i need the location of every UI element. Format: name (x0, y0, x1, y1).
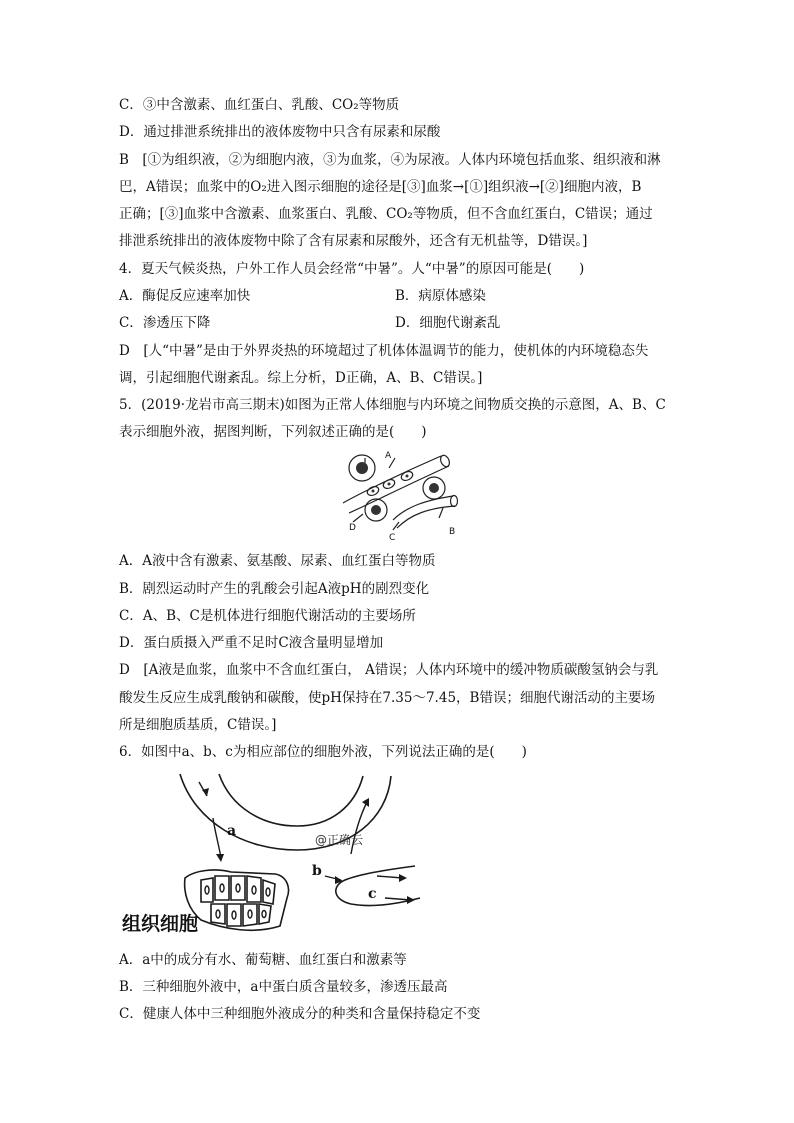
q5-option-a: A．A液中含有激素、氨基酸、尿素、血红蛋白等物质 (119, 553, 436, 569)
q6-option-b: B．三种细胞外液中，a中蛋白质含量较多，渗透压最高 (119, 979, 448, 995)
q3-answer-line-1: B [①为组织液，②为细胞内液，③为血浆，④为尿液。人体内环境包括血浆、组织液和淋 (119, 152, 661, 168)
q4-answer-line-2: 调，引起细胞代谢紊乱。综上分析，D正确，A、B、C错误。] (119, 370, 483, 386)
q3-option-c: C．③中含激素、血红蛋白、乳酸、CO₂等物质 (119, 97, 400, 113)
q6-stem: 6．如图中a、b、c为相应部位的细胞外液，下列说法正确的是( ) (119, 744, 527, 760)
q5-option-d: D．蛋白质摄入严重不足时C液含量明显增加 (119, 635, 384, 651)
q4-answer-line-1: D [人“中暑”是由于外界炎热的环境超过了机体体温调节的能力，使机体的内环境稳态失 (119, 343, 649, 359)
q3-answer-line-2: 巴，A错误；血浆中的O₂进入图示细胞的途径是[③]血浆→[①]组织液→[②]细胞内液，B (119, 179, 642, 195)
q6-label-tissue: 组织细胞 (122, 913, 199, 935)
q6-label-a: a (227, 823, 237, 839)
q5-figure (325, 448, 475, 544)
q5-option-b: B．剧烈运动时产生的乳酸会引起A液pH的剧烈变化 (119, 581, 430, 597)
q5-label-d: D (349, 523, 356, 533)
q4-stem: 4．夏天气候炎热，户外工作人员会经常“中暑”。人“中暑”的原因可能是( ) (119, 261, 585, 277)
q6-option-a: A．a中的成分有水、葡萄糖、血红蛋白和激素等 (119, 952, 407, 968)
q5-label-b: B (449, 527, 456, 537)
q6-label-b: b (312, 863, 322, 879)
q4-option-c: C．渗透压下降 (119, 315, 211, 331)
q3-answer-line-3: 正确；[③]血浆中含激素、血浆蛋白、乳酸、CO₂等物质，但不含血红蛋白，C错误；通过 (119, 206, 653, 222)
q4-option-d: D．细胞代谢紊乱 (395, 315, 501, 331)
q5-label-c: C (389, 533, 396, 543)
q5-stem-line-2: 表示细胞外液，据图判断，下列叙述正确的是( ) (119, 424, 427, 440)
q5-option-c: C．A、B、C是机体进行细胞代谢活动的主要场所 (119, 608, 416, 624)
q4-option-a: A．酶促反应速率加快 (119, 288, 251, 304)
q3-option-d: D．通过排泄系统排出的液体废物中只含有尿素和尿酸 (119, 124, 441, 140)
q5-label-a: A (385, 451, 392, 461)
q6-option-c: C．健康人体中三种细胞外液成分的种类和含量保持稳定不变 (119, 1006, 481, 1022)
q6-figure (115, 768, 435, 944)
q5-stem-line-1: 5．(2019·龙岩市高三期末)如图为正常人体细胞与内环境之间物质交换的示意图，A、B、C (119, 397, 666, 413)
q6-watermark: @正确云 (315, 833, 364, 847)
q5-answer-line-3: 所是细胞质基质，C错误。] (119, 717, 277, 733)
q4-option-b: B．病原体感染 (395, 288, 486, 304)
q6-label-c: c (368, 886, 377, 902)
q5-answer-line-2: 酸发生反应生成乳酸钠和碳酸，使pH保持在7.35～7.45，B错误；细胞代谢活动的主要场 (119, 690, 655, 706)
q5-answer-line-1: D [A液是血浆，血浆中不含血红蛋白， A错误；人体内环境中的缓冲物质碳酸氢钠会与乳 (119, 662, 659, 678)
q3-answer-line-4: 排泄系统排出的液体废物中除了含有尿素和尿酸外，还含有无机盐等，D错误。] (119, 233, 588, 249)
